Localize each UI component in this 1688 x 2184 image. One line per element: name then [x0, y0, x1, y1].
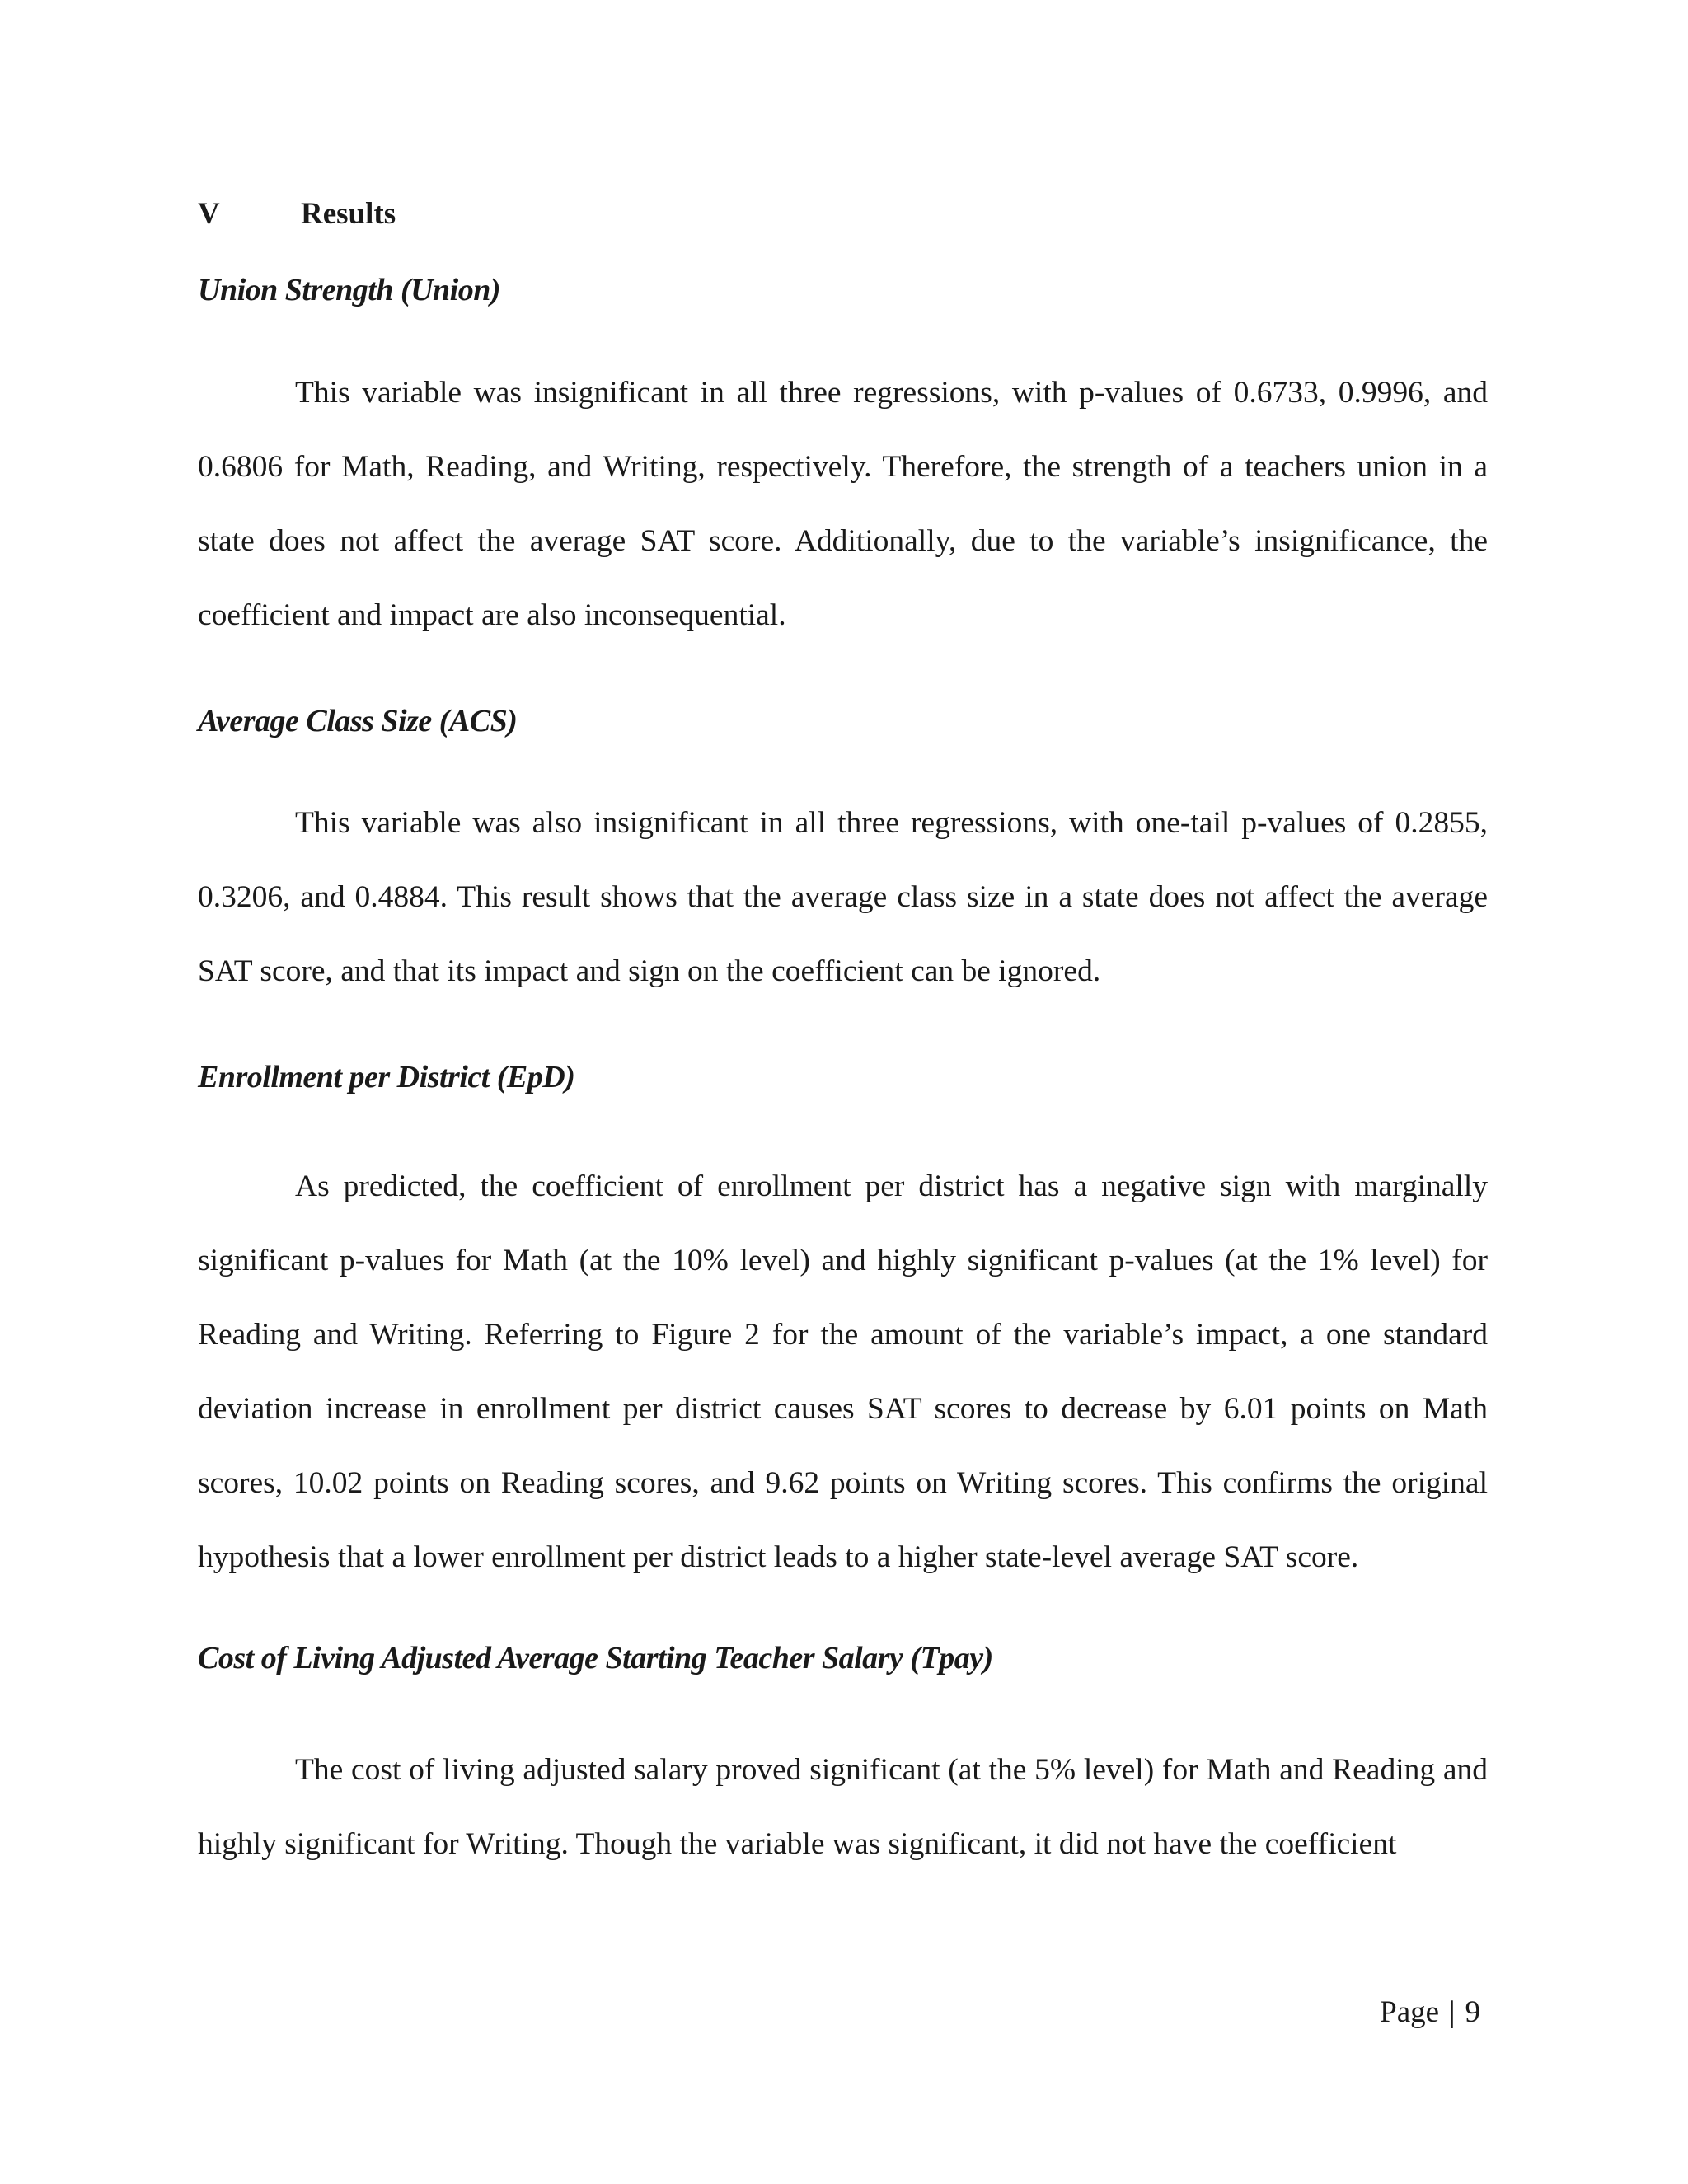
paragraph-union: This variable was insignificant in all three regressions, with p-values of 0.6733, 0.9996, and 0.6806 for Math, Reading, and Writing, respectively. Therefore, the strength of a teachers union in a state does not affect the average SAT score. Additionally, due to the variable’s insignificance, the coefficient and impact are also inconsequential.	[198, 376, 1488, 632]
page-number: 9	[1465, 1995, 1480, 2029]
section-number: V	[198, 197, 220, 231]
subsection-heading-acs: Average Class Size (ACS)	[198, 704, 518, 738]
section-title: Results	[301, 197, 396, 231]
page-label: Page	[1380, 1995, 1440, 2029]
subsection-heading-epd: Enrollment per District (EpD)	[198, 1060, 575, 1094]
paragraph-epd: As predicted, the coefficient of enrollment per district has a negative sign with marginally significant p-values for Math (at the 10% level) and highly significant p-values (at the 1% level) for Reading and Writing. Referring to Figure 2 for the amount of the variable’s impact, a one standard deviation increase in enrollment per district causes SAT scores to decrease by 6.01 points on Math scores, 10.02 points on Reading scores, and 9.62 points on Writing scores. This confirms the original hypothesis that a lower enrollment per district leads to a higher state-level average SAT score.	[198, 1169, 1488, 1574]
page-separator: |	[1449, 1995, 1456, 2029]
section-heading	[198, 196, 396, 232]
subsection-heading-union: Union Strength (Union)	[198, 273, 501, 307]
paragraph-tpay: The cost of living adjusted salary proved significant (at the 5% level) for Math and Reading and highly significant for Writing. Though the variable was significant, it did not have the coefficient	[198, 1753, 1488, 1861]
page-footer	[1380, 1994, 1480, 2030]
subsection-heading-tpay: Cost of Living Adjusted Average Starting Teacher Salary (Tpay)	[198, 1641, 993, 1675]
paragraph-acs: This variable was also insignificant in all three regressions, with one-tail p-values of 0.2855, 0.3206, and 0.4884. This result shows that the average class size in a state does not affect the average SAT score, and that its impact and sign on the coefficient can be ignored.	[198, 806, 1488, 988]
